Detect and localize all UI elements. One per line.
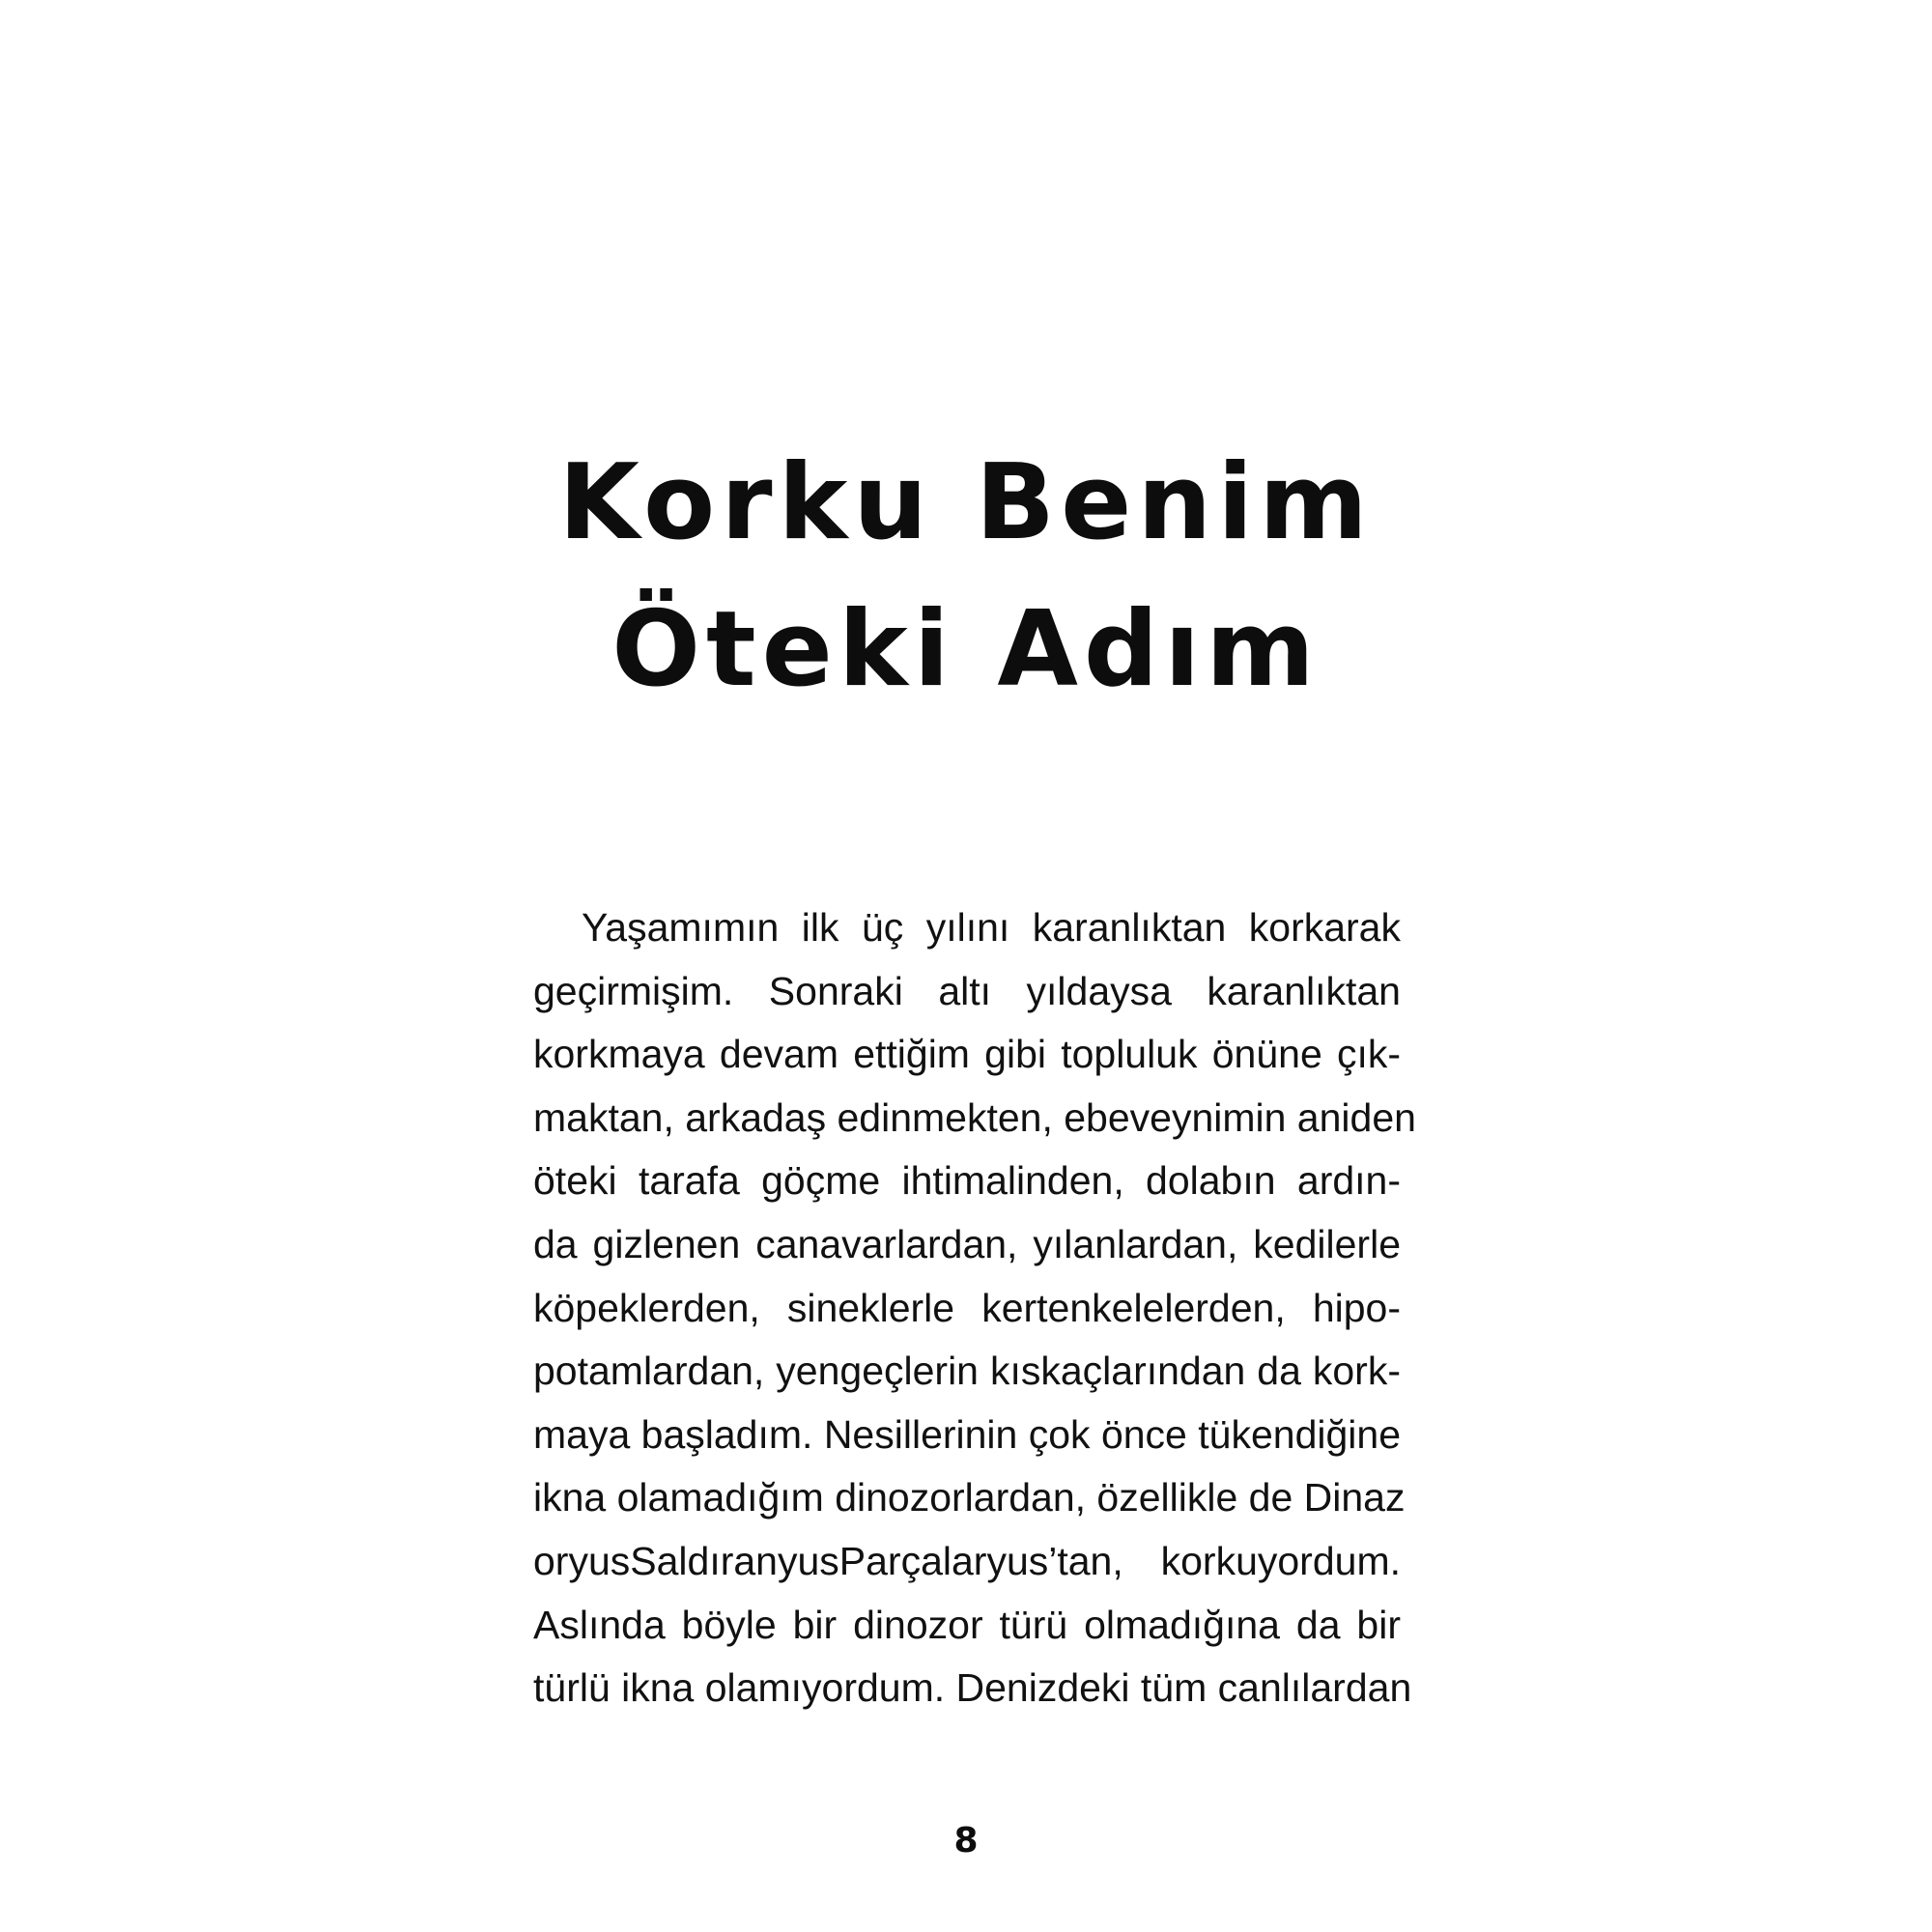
body-line: maktan, arkadaş edinmekten, ebeveynimin aniden	[533, 1094, 1416, 1140]
chapter-title	[0, 430, 1932, 724]
body-line: köpeklerden, sineklerle kertenkelelerden, hipo-	[533, 1285, 1401, 1330]
body-line: da gizlenen canavarlardan, yılanlardan, kedilerle	[533, 1221, 1401, 1266]
chapter-title-line-2: Öteki Adım	[611, 589, 1321, 710]
body-line: ikna olamadığım dinozorlardan, özellikle de Dinaz	[533, 1475, 1406, 1520]
chapter-title-line-1: Korku Benim	[558, 442, 1374, 563]
body-line: Aslında böyle bir dinozor türü olmadığına da bir	[533, 1602, 1401, 1647]
body-line: türlü ikna olamıyordum. Denizdeki tüm canlılardan	[533, 1665, 1412, 1711]
body-line: Yaşamımın ilk üç yılını karanlıktan korkarak	[582, 905, 1401, 950]
body-line: oryusSaldıranyusParçalaryus’tan, korkuyordum.	[533, 1538, 1401, 1583]
body-paragraph	[533, 896, 1416, 1720]
body-line: geçirmişim. Sonraki altı yıldaysa karanlıktan	[533, 968, 1401, 1013]
body-line: öteki tarafa göçme ihtimalinden, dolabın ardın-	[533, 1158, 1401, 1204]
page-number: 8	[953, 1821, 979, 1861]
body-line: potamlardan, yengeçlerin kıskaçlarından da kork-	[533, 1349, 1401, 1394]
body-line: maya başladım. Nesillerinin çok önce tükendiğine	[533, 1411, 1401, 1457]
body-line: korkmaya devam ettiğim gibi topluluk önüne çık-	[533, 1032, 1401, 1077]
